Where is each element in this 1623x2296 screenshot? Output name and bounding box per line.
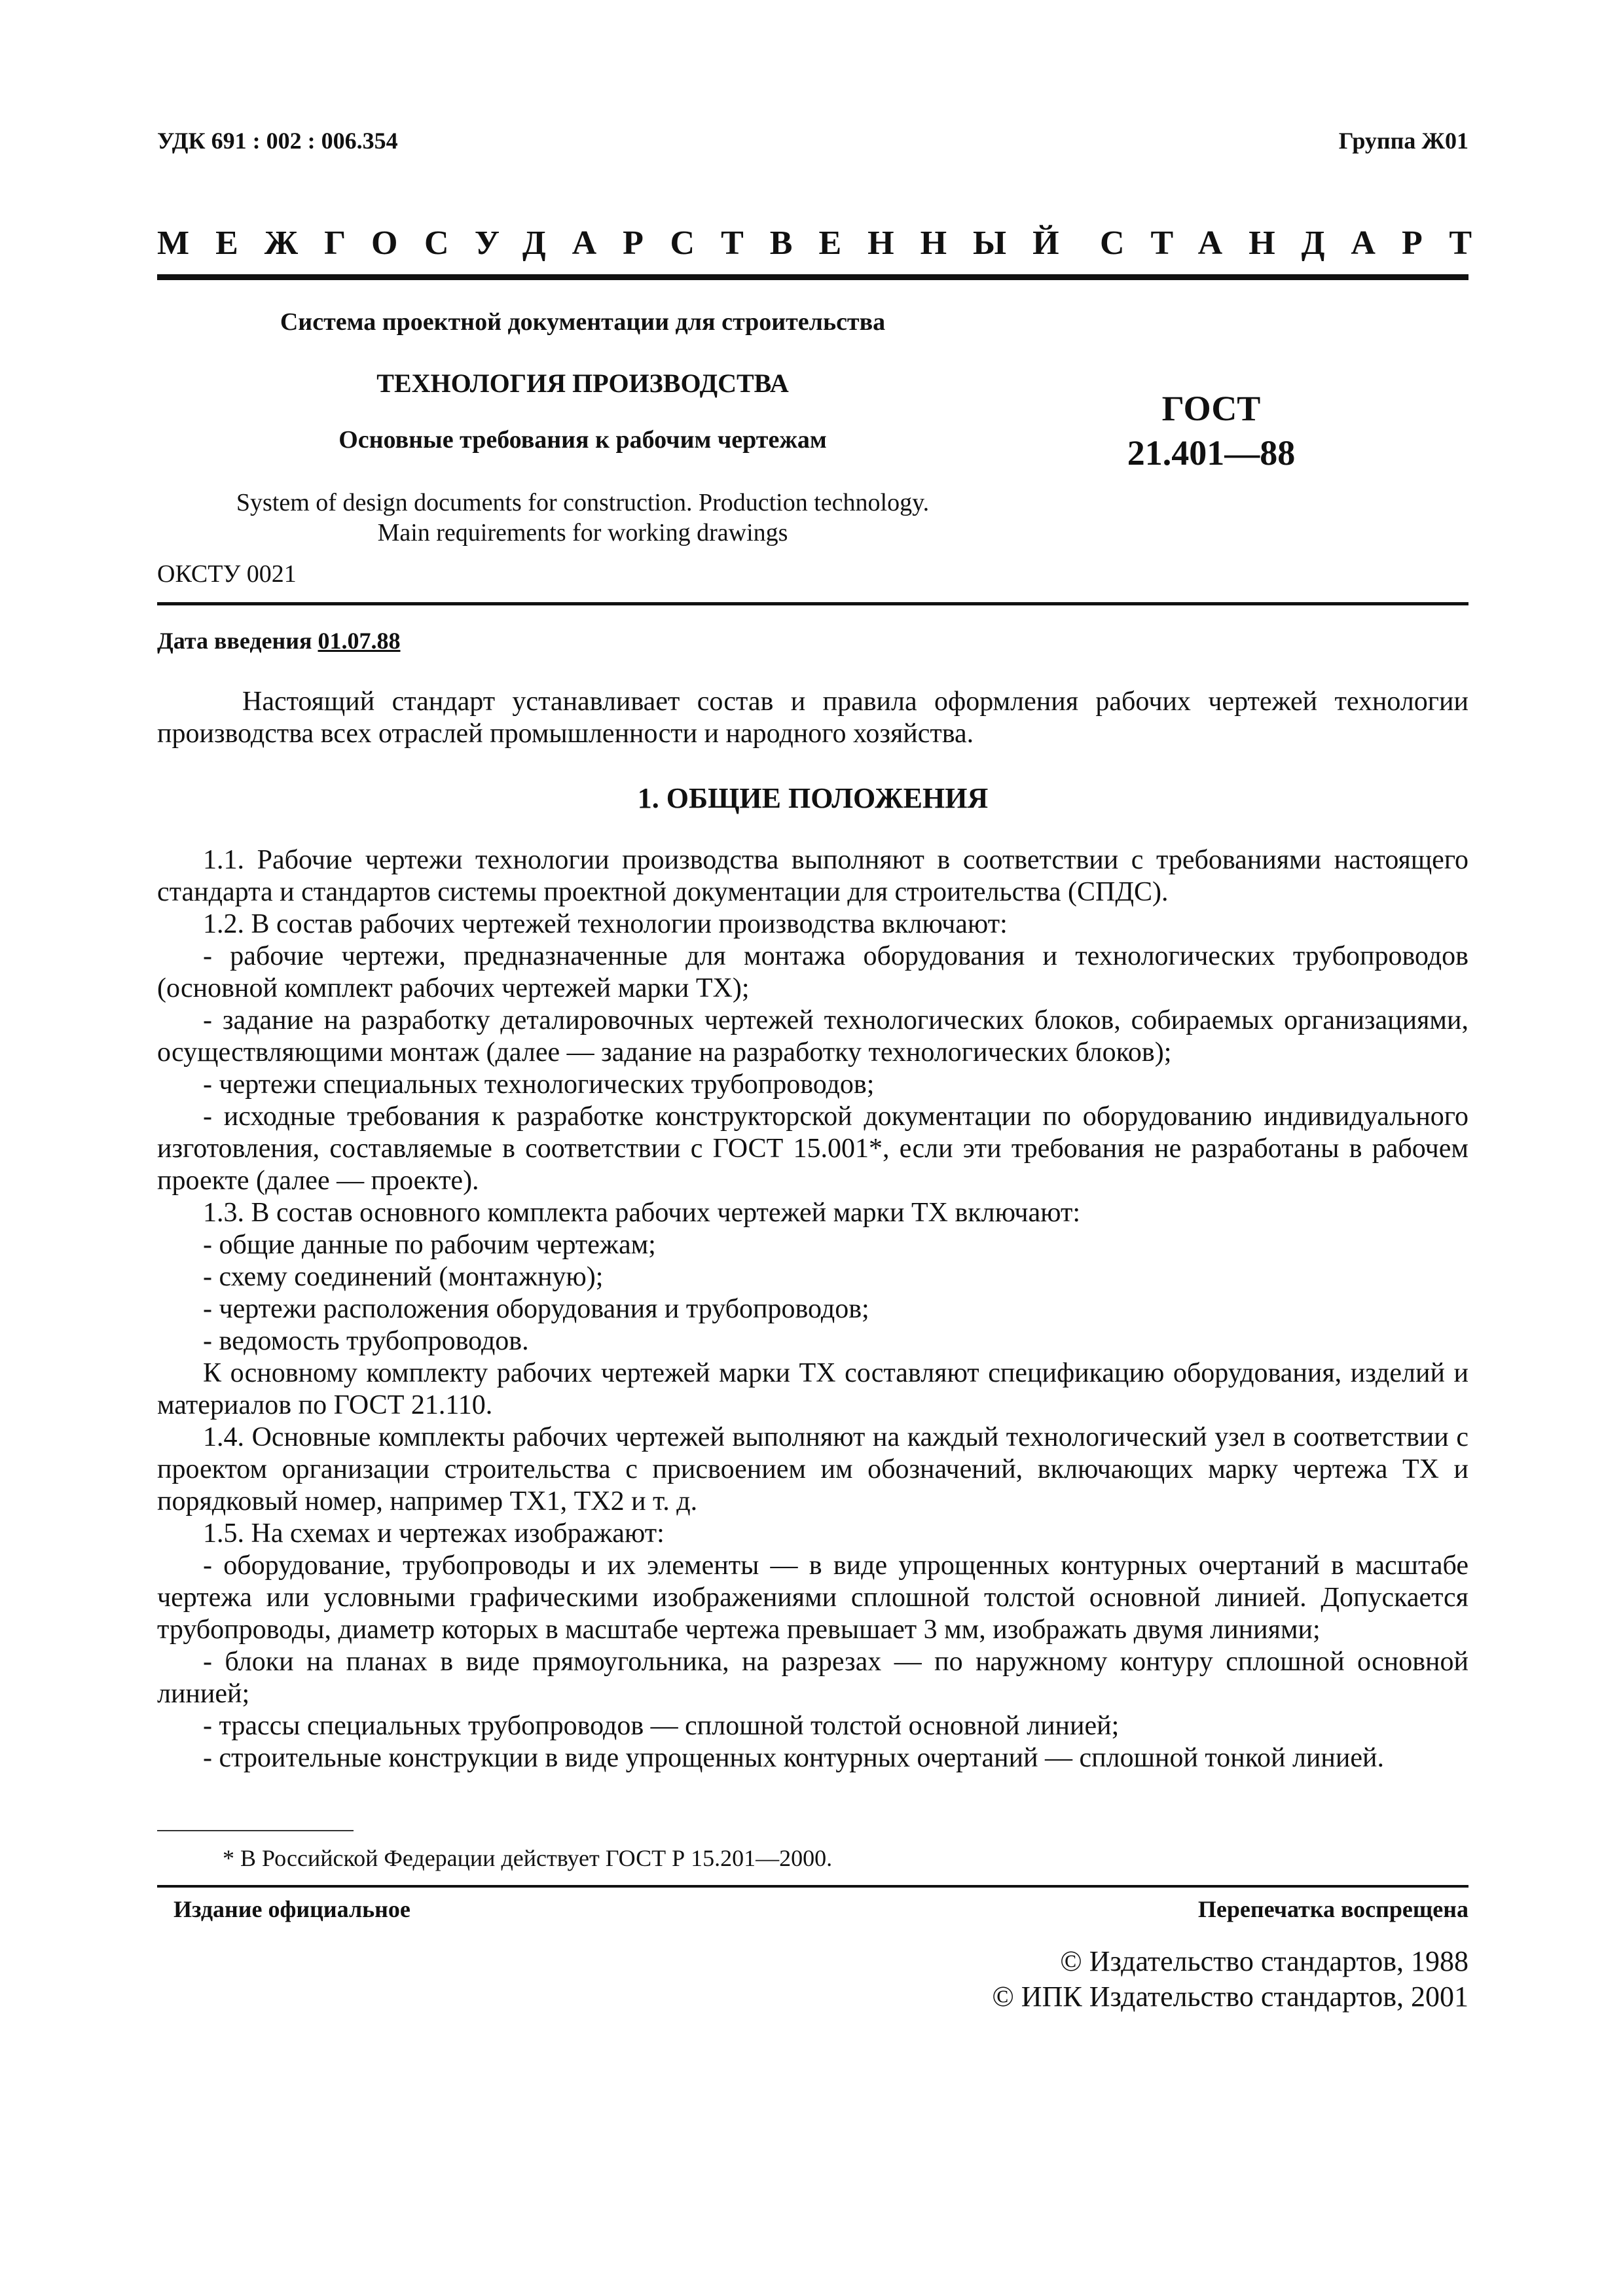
group-code: Группа Ж01 xyxy=(1338,128,1468,154)
paragraph: 1.5. На схемах и чертежах изображают: xyxy=(203,1518,665,1549)
list-item: - оборудование, трубопроводы и их элементы — в виде упрощенных контурных очертаний в масштабе чертежа или условными графическими изображениями сплошной толстой основной линией. Допускается трубопроводы, диаметр которых в масштабе чертежа превышает 3 мм, изображать двумя линиями; xyxy=(157,1551,1468,1645)
udk-code: УДК 691 : 002 : 006.354 xyxy=(157,128,398,154)
copyright-2001: © ИПК Издательство стандартов, 2001 xyxy=(992,1981,1468,2013)
list-item: - рабочие чертежи, предназначенные для монтажа оборудования и технологических трубопроводов (основной комплект рабочих чертежей марки ТХ); xyxy=(157,941,1468,1003)
footer-rule xyxy=(157,1885,1468,1888)
list-item: - исходные требования к разработке конструкторской документации по оборудованию индивидуального изготовления, составляемые в соответствии с ГОСТ 15.001*, если эти требования не разработаны в рабочем проекте (далее — проекте). xyxy=(157,1102,1468,1196)
gost-number: 21.401—88 xyxy=(1127,433,1296,473)
document-title: ТЕХНОЛОГИЯ ПРОИЗВОДСТВА xyxy=(376,368,789,398)
reprint-prohibited-label: Перепечатка воспрещена xyxy=(1197,1896,1468,1922)
list-item: - задание на разработку деталировочных чертежей технологических блоков, собираемых организациями, осуществляющими монтаж (далее — задание на разработку технологических блоков); xyxy=(157,1005,1468,1067)
list-item: - чертежи специальных технологических трубопроводов; xyxy=(203,1069,875,1100)
paragraph: 1.3. В состав основного комплекта рабочих чертежей марки ТХ включают: xyxy=(203,1198,1081,1228)
list-item: - чертежи расположения оборудования и трубопроводов; xyxy=(203,1294,869,1324)
list-item: - строительные конструкции в виде упрощенных контурных очертаний — сплошной тонкой линией. xyxy=(203,1743,1384,1773)
okstu-code: ОКСТУ 0021 xyxy=(157,560,297,588)
list-item: - ведомость трубопроводов. xyxy=(203,1326,529,1356)
system-title: Система проектной документации для строительства xyxy=(280,308,886,336)
list-item: - общие данные по рабочим чертежам; xyxy=(203,1230,656,1260)
official-edition-label: Издание официальное xyxy=(173,1896,410,1922)
section-heading: 1. ОБЩИЕ ПОЛОЖЕНИЯ xyxy=(637,782,989,814)
paragraph: 1.4. Основные комплекты рабочих чертежей выполняют на каждый технологический узел в соответствии с проектом организации строительства с присвоением им обозначений, включающих марку чертежа ТХ и порядковый номер, например ТХ1, ТХ2 и т. д. xyxy=(157,1422,1468,1516)
paragraph: К основному комплекту рабочих чертежей марки ТХ составляют спецификацию оборудования, изделий и материалов по ГОСТ 21.110. xyxy=(157,1358,1468,1420)
gost-designation xyxy=(1074,386,1349,475)
document-subtitle: Основные требования к рабочим чертежам xyxy=(338,426,827,454)
list-item: - блоки на планах в виде прямоугольника, на разрезах — по наружному контуру сплошной основной линией; xyxy=(157,1647,1468,1709)
list-item: - схему соединений (монтажную); xyxy=(203,1262,604,1292)
paragraph: 1.2. В состав рабочих чертежей технологии производства включают: xyxy=(203,909,1008,939)
gost-label: ГОСТ xyxy=(1161,389,1261,428)
copyright-1988: © Издательство стандартов, 1988 xyxy=(1060,1945,1468,1977)
standard-type-right: СТАНДАРТ xyxy=(1100,224,1499,262)
section-body xyxy=(157,844,1468,1774)
header-rule xyxy=(157,274,1468,280)
footnote-divider xyxy=(157,1830,354,1831)
list-item: - трассы специальных трубопроводов — сплошной толстой основной линией; xyxy=(203,1711,1120,1741)
introduction-date-value: 01.07.88 xyxy=(318,628,401,654)
introduction-date xyxy=(157,627,401,655)
english-title xyxy=(157,488,1008,548)
english-title-line2: Main requirements for working drawings xyxy=(377,519,788,547)
footnote: * В Российской Федерации действует ГОСТ Р 15.201—2000. xyxy=(223,1845,833,1871)
english-title-line1: System of design documents for construction. Production technology. xyxy=(236,489,930,516)
title-rule xyxy=(157,602,1468,605)
intro-paragraph: Настоящий стандарт устанавливает состав и правила оформления рабочих чертежей технологии производства всех отраслей промышленности и народного хозяйства. xyxy=(157,687,1468,749)
standard-type-left: МЕЖГОСУДАРСТВЕННЫЙ xyxy=(157,224,1085,262)
introduction-date-label: Дата введения xyxy=(157,628,312,654)
paragraph: 1.1. Рабочие чертежи технологии производства выполняют в соответствии с требованиями настоящего стандарта и стандартов системы проектной документации для строительства (СПДС). xyxy=(157,845,1468,907)
